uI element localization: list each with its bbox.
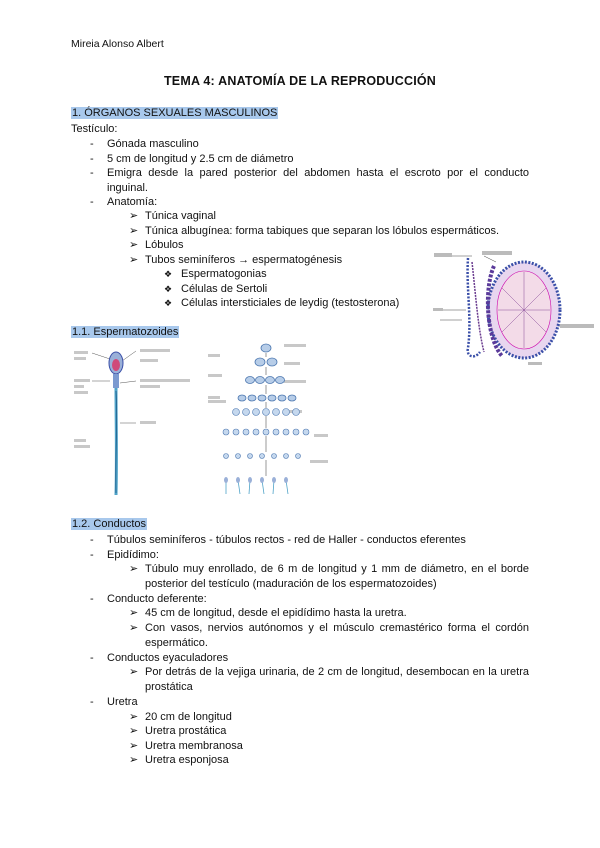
dash-bullet: - [90, 652, 94, 664]
arrow-bullet: ➢ [129, 225, 139, 237]
list-item: 45 cm de longitud, desde el epidídimo hasta la uretra. [145, 607, 407, 619]
list-item: Espermatogonias [181, 268, 267, 280]
list-item: Túnica vaginal [145, 210, 216, 222]
list-item: Conducto deferente: [107, 593, 207, 605]
subject-testiculo: Testículo: [71, 123, 118, 135]
arrow-bullet: ➢ [129, 754, 139, 766]
arrow-bullet: ➢ [129, 563, 139, 575]
spermatogenesis-diagram [206, 340, 330, 502]
arrow-bullet: ➢ [129, 725, 139, 737]
sperm-illustration [72, 343, 200, 498]
testis-illustration [432, 248, 600, 370]
list-item: Conductos eyaculadores [107, 652, 229, 664]
arrow-bullet: ➢ [129, 239, 139, 251]
list-item: Gónada masculino [107, 138, 199, 150]
arrow-bullet: ➢ [129, 254, 139, 266]
list-item: Células intersticiales de leydig (testosterona) [181, 297, 400, 309]
list-item: Uretra membranosa [145, 740, 243, 752]
list-item: Por detrás de la vejiga urinaria, de 2 cm de longitud, desembocan en la uretra prostática [145, 666, 529, 693]
dash-bullet: - [90, 138, 94, 150]
page-title: TEMA 4: ANATOMÍA DE LA REPRODUCCIÓN [163, 74, 437, 88]
list-item: Uretra esponjosa [145, 754, 229, 766]
list-item: 20 cm de longitud [145, 711, 232, 723]
list-item: Anatomía: [107, 196, 158, 208]
diamond-bullet: ❖ [164, 298, 173, 308]
section-heading-organos: 1. ÓRGANOS SEXUALES MASCULINOS [72, 107, 278, 119]
dash-bullet: - [90, 549, 94, 561]
dash-bullet: - [90, 593, 94, 605]
list-item: Túbulo muy enrollado, de 6 m de longitud y 1 mm de diámetro, en el borde posterior del testículo (maduración de los espermatozoides) [145, 563, 529, 590]
dash-bullet: - [90, 196, 94, 208]
list-item: Con vasos, nervios autónomos y el músculo cremastérico forma el cordón espermático. [145, 622, 529, 649]
list-item: Células de Sertoli [181, 283, 268, 295]
arrow-bullet: ➢ [129, 740, 139, 752]
list-item: Tubos seminíferos → espermatogénesis [145, 254, 343, 266]
dash-bullet: - [90, 534, 94, 546]
list-item: Lóbulos [145, 239, 184, 251]
dash-bullet: - [90, 153, 94, 165]
list-item: Uretra prostática [145, 725, 227, 737]
list-item: Túbulos seminíferos - túbulos rectos - red de Haller - conductos eferentes [107, 534, 466, 546]
dash-bullet: - [90, 696, 94, 708]
arrow-bullet: ➢ [129, 622, 139, 634]
diamond-bullet: ❖ [164, 269, 173, 279]
arrow-bullet: ➢ [129, 210, 139, 222]
arrow-bullet: ➢ [129, 711, 139, 723]
list-item: Epidídimo: [107, 549, 159, 561]
arrow-bullet: ➢ [129, 666, 139, 678]
section-heading-conductos: 1.2. Conductos [72, 518, 146, 530]
dash-bullet: - [90, 167, 94, 179]
list-item: 5 cm de longitud y 2.5 cm de diámetro [107, 153, 294, 165]
diamond-bullet: ❖ [164, 284, 173, 294]
list-item: Túnica albugínea: forma tabiques que separan los lóbulos espermáticos. [145, 225, 500, 237]
list-item: Emigra desde la pared posterior del abdomen hasta el escroto por el conducto inguinal. [107, 167, 529, 194]
arrow-bullet: ➢ [129, 607, 139, 619]
section-heading-espermatozoides: 1.1. Espermatozoides [72, 326, 179, 338]
list-item: Uretra [107, 696, 138, 708]
author-name: Mireia Alonso Albert [71, 38, 164, 50]
